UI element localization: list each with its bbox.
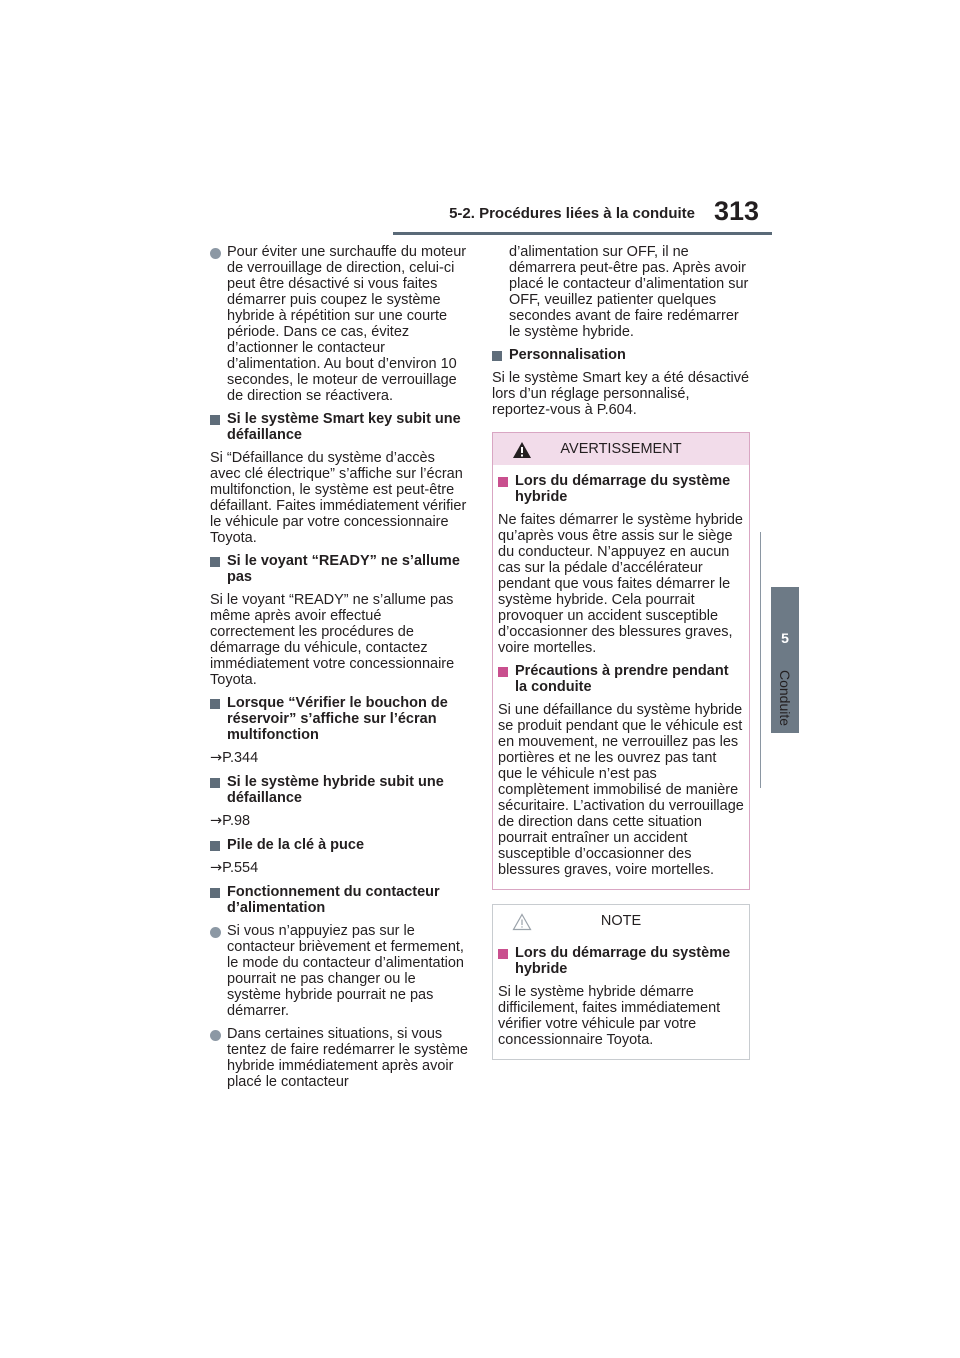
heading-text: Si le voyant “READY” ne s’allume pas xyxy=(227,553,460,585)
warning-body xyxy=(493,465,749,889)
chapter-name: Conduite xyxy=(777,670,793,727)
list-item xyxy=(210,1026,468,1090)
square-bullet-icon xyxy=(210,888,220,898)
square-bullet-icon xyxy=(492,351,502,361)
heading-text: Si le système Smart key subit une défaillance xyxy=(227,411,461,443)
square-bullet-icon xyxy=(498,667,508,677)
page-number: 313 xyxy=(714,196,760,226)
section-heading xyxy=(210,837,468,853)
continued-paragraph: d’alimentation sur OFF, il ne démarrera peut-être pas. Après avoir placé le contacteur d’alimentation sur OFF, veuillez patienter quelques secondes avant de faire redémarrer le système hybride. xyxy=(509,244,749,340)
bullet-icon xyxy=(210,1030,221,1041)
section-heading xyxy=(210,774,468,806)
heading-text: Lors du démarrage du système hybride xyxy=(515,473,731,505)
square-bullet-icon xyxy=(210,415,220,425)
right-column xyxy=(492,244,750,1074)
reference-text: P.98 xyxy=(222,813,251,829)
list-item xyxy=(210,923,468,1019)
square-bullet-icon xyxy=(210,699,220,709)
square-bullet-icon xyxy=(210,778,220,788)
arrow-right-icon: → xyxy=(210,813,223,829)
heading-text: Fonctionnement du contacteur d’alimentation xyxy=(227,884,440,916)
note-title: NOTE xyxy=(600,913,642,929)
warning-title: AVERTISSEMENT xyxy=(560,441,682,457)
section-heading xyxy=(210,553,468,585)
paragraph: Si “Défaillance du système d’accès avec clé électrique” s’affiche sur l’écran multifonction, le système est peut-être défaillant. Faites immédiatement vérifier le véhicule par votre concessionnaire Toyota. xyxy=(210,450,467,546)
paragraph: Si le voyant “READY” ne s’allume pas même après avoir effectué correctement les procédures de démarrage du véhicule, contactez immédiatement votre concessionnaire Toyota. xyxy=(210,592,455,688)
item-text: Pour éviter une surchauffe du moteur de verrouillage de direction, celui-ci peut être désactivé si vous faites démarrer puis coupez le système hybride à répétition sur une courte période. Dans ce cas, évitez d’actionner le contacteur d’alimentation. Au bout d’environ 10 secondes, le moteur de verrouillage de direction se réactivera. xyxy=(227,244,467,404)
reference-text: P.344 xyxy=(222,750,259,766)
heading-text: Personnalisation xyxy=(509,347,626,363)
heading-text: Lorsque “Vérifier le bouchon de réservoir” s’affiche sur l’écran multifonction xyxy=(227,695,448,743)
section-heading xyxy=(210,884,468,916)
warning-header xyxy=(493,433,749,465)
page-reference[interactable] xyxy=(210,860,468,876)
heading-text: Lors du démarrage du système hybride xyxy=(515,945,731,977)
bullet-icon xyxy=(210,248,221,259)
section-heading xyxy=(498,473,744,505)
heading-text: Pile de la clé à puce xyxy=(227,837,365,853)
square-bullet-icon xyxy=(210,557,220,567)
item-text: Si vous n’appuyiez pas sur le contacteur brièvement et fermement, le mode du contacteur d’alimentation pourrait ne pas changer ou le système hybride pourrait ne pas démarrer. xyxy=(227,923,464,1019)
side-divider xyxy=(760,532,761,788)
page-reference[interactable] xyxy=(210,750,468,766)
paragraph: Si le système hybride démarre difficilement, faites immédiatement vérifier votre véhicule par votre concessionnaire Toyota. xyxy=(498,984,721,1048)
section-heading xyxy=(498,663,744,695)
section-heading xyxy=(498,945,744,977)
heading-text: Précautions à prendre pendant la conduite xyxy=(515,663,729,695)
caution-icon xyxy=(512,913,532,931)
warning-icon xyxy=(512,441,532,459)
page-reference[interactable] xyxy=(210,813,468,829)
paragraph: Si une défaillance du système hybride se produit pendant que le véhicule est en mouvement, ne verrouillez pas les portières et ne les ouvrez pas tant que le véhicule n’est pas complètement immobilisé de manière sécuritaire. L’activation du verrouillage de direction dans cette situation pourrait entraîner un accident susceptible d’occasionner des blessures graves, voire mortelles. xyxy=(498,702,744,878)
reference-text: P.554 xyxy=(222,860,259,876)
square-bullet-icon xyxy=(210,841,220,851)
list-item xyxy=(210,244,468,404)
arrow-right-icon: → xyxy=(210,750,223,766)
header-rule xyxy=(393,232,772,235)
section-heading xyxy=(210,695,468,743)
note-header xyxy=(493,905,749,937)
bullet-icon xyxy=(210,927,221,938)
chapter-number: 5 xyxy=(781,630,789,646)
section-heading xyxy=(492,347,750,363)
heading-text: Si le système hybride subit une défaillance xyxy=(227,774,444,806)
paragraph: Ne faites démarrer le système hybride qu’après vous être assis sur le siège du conducteur. N’appuyez en aucun cas sur la pédale d’accélérateur pendant que vous faites démarrer le système hybride. Cela pourrait provoquer un accident susceptible d’occasionner des blessures graves, voire mortelles. xyxy=(498,512,743,656)
note-box xyxy=(492,904,750,1060)
square-bullet-icon xyxy=(498,477,508,487)
arrow-right-icon: → xyxy=(210,860,223,876)
paragraph: Si le système Smart key a été désactivé lors d’un réglage personnalisé, reportez-vous à P.604. xyxy=(492,370,750,418)
note-body xyxy=(493,937,749,1059)
section-title: 5-2. Procédures liées à la conduite xyxy=(449,205,695,222)
square-bullet-icon xyxy=(498,949,508,959)
section-heading xyxy=(210,411,468,443)
left-column xyxy=(210,244,468,1097)
warning-box xyxy=(492,432,750,890)
item-text: Dans certaines situations, si vous tentez de faire redémarrer le système hybride immédiatement après avoir placé le contacteur xyxy=(227,1026,468,1090)
